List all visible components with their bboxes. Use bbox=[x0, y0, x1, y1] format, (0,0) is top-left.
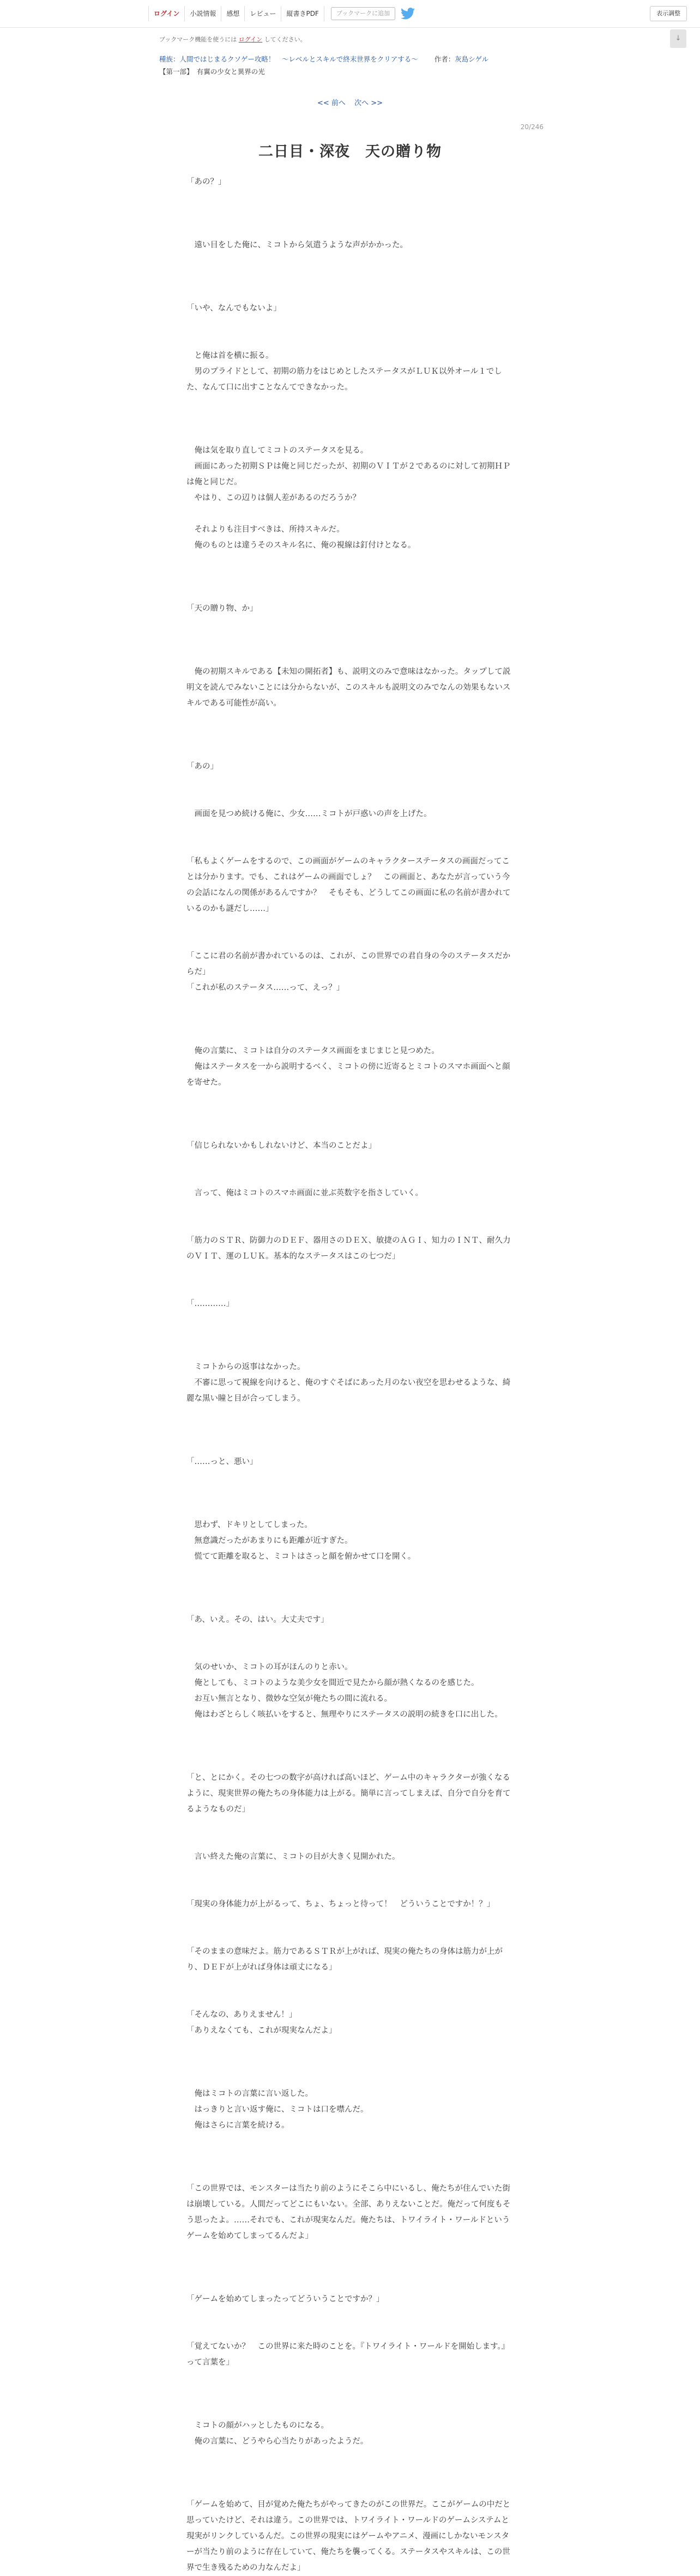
episode-pager bbox=[0, 97, 700, 107]
novel-paragraph bbox=[186, 1628, 514, 1644]
novel-paragraph bbox=[186, 1107, 514, 1122]
novel-paragraph bbox=[186, 996, 514, 1012]
novel-paragraph: 気のせいか、ミコトの耳がほんのりと赤い。 bbox=[186, 1663, 353, 1672]
novel-paragraph bbox=[186, 727, 514, 743]
novel-paragraph bbox=[186, 1865, 514, 1881]
bookmark-login-note bbox=[159, 35, 306, 44]
novel-paragraph: 「ありえなくても、これが現実なんだよ」 bbox=[186, 2026, 337, 2035]
novel-paragraph: やはり、この辺りは個人差があるのだろうか？ bbox=[186, 494, 360, 502]
novel-paragraph bbox=[186, 332, 514, 348]
novel-paragraph bbox=[186, 1154, 514, 1170]
novel-paragraph bbox=[186, 2244, 514, 2260]
novel-paragraph bbox=[186, 1912, 514, 1928]
author-label: 作者： bbox=[434, 55, 455, 63]
novel-paragraph: 「天の贈り物、か」 bbox=[186, 604, 258, 613]
novel-paragraph bbox=[186, 1280, 514, 1296]
novel-paragraph bbox=[186, 1881, 514, 1897]
novel-paragraph: 「現実の身体能力が上がるって、ちょ、ちょっと待って！ どういうことですか！？」 bbox=[186, 1900, 495, 1909]
novel-paragraph bbox=[186, 2055, 514, 2070]
novel-paragraph bbox=[186, 253, 514, 269]
novel-paragraph bbox=[186, 1991, 514, 2007]
novel-paragraph: 俺はさらに言葉を続ける。 bbox=[186, 2121, 289, 2130]
novel-paragraph: 無意識だったがあまりにも距離が近すぎた。 bbox=[186, 1536, 353, 1545]
login-link[interactable]: ログイン bbox=[148, 6, 184, 21]
novel-paragraph bbox=[186, 2386, 514, 2402]
novel-paragraph bbox=[186, 1502, 514, 1517]
novel-paragraph: 「ゲームを始めてしまったってどういうことですか？」 bbox=[186, 2295, 384, 2304]
novel-paragraph bbox=[186, 838, 514, 854]
novel-paragraph bbox=[186, 2371, 514, 2386]
novel-paragraph: 慌てて距離を取ると、ミコトはさっと顔を俯かせて口を開く。 bbox=[186, 1552, 416, 1561]
novel-paragraph bbox=[186, 269, 514, 285]
novel-paragraph bbox=[186, 222, 514, 238]
novel-paragraph bbox=[186, 633, 514, 648]
novel-paragraph bbox=[186, 1170, 514, 1186]
novel-paragraph: 「……っと、悪い」 bbox=[186, 1457, 258, 1466]
novel-paragraph bbox=[186, 2402, 514, 2418]
novel-paragraph bbox=[186, 585, 514, 601]
main-nav bbox=[148, 6, 415, 21]
novel-paragraph bbox=[186, 1312, 514, 1328]
novel-body bbox=[186, 174, 514, 2576]
novel-paragraph bbox=[186, 2260, 514, 2276]
impressions-link[interactable]: 感想 bbox=[221, 6, 244, 21]
novel-paragraph: 遠い目をした俺に、ミコトから気遣うような声がかかった。 bbox=[186, 241, 408, 250]
novel-paragraph: 「あの？」 bbox=[186, 178, 226, 186]
review-link[interactable]: レビュー bbox=[244, 6, 281, 21]
novel-paragraph bbox=[186, 427, 514, 443]
novel-paragraph: 「あの」 bbox=[186, 762, 218, 771]
author-link[interactable]: 灰島シゲル bbox=[455, 55, 489, 63]
novel-paragraph bbox=[186, 190, 514, 206]
novel-paragraph: 俺はわざとらしく咳払いをすると、無理やりにステータスの説明の続きを口に出した。 bbox=[186, 1710, 503, 1719]
novel-paragraph: 「と、とにかく。その七つの数字が高ければ高いほど、ゲーム中のキャラクターが強くなるように、現実世界の俺たちの身体能力は上がる。簡単に言ってしまえば、自分で自分を育てるようなものだ」 bbox=[186, 1773, 511, 1814]
novel-paragraph: 言い終えた俺の言葉に、ミコトの目が大きく見開かれた。 bbox=[186, 1852, 400, 1861]
novel-paragraph: 「そのままの意味だよ。筋力であるＳＴＲが上がれば、現実の俺たちの身体は筋力が上がり、ＤＥＦが上がれば身体は頑丈になる」 bbox=[186, 1947, 503, 1972]
novel-paragraph: 「覚えてないか？ この世界に来た時のことを。『トワイライト・ワールドを開始します。』って言葉を」 bbox=[186, 2342, 510, 2367]
novel-paragraph: 俺のものとは違うそのスキル名に、俺の視線は釘付けとなる。 bbox=[186, 541, 416, 550]
novel-paragraph bbox=[186, 1328, 514, 1344]
novel-paragraph bbox=[186, 2323, 514, 2339]
novel-paragraph bbox=[186, 1723, 514, 1739]
series-title-link[interactable]: 種族：人間ではじまるクソゲー攻略！ 〜レベルとスキルで終末世界をクリアする〜 bbox=[159, 55, 418, 63]
novel-paragraph bbox=[186, 1344, 514, 1359]
novel-paragraph bbox=[186, 617, 514, 633]
novel-paragraph bbox=[186, 396, 514, 411]
novel-paragraph bbox=[186, 743, 514, 759]
novel-paragraph bbox=[186, 1581, 514, 1596]
novel-paragraph bbox=[186, 554, 514, 569]
scroll-down-button[interactable]: ↓ bbox=[670, 29, 686, 48]
novel-paragraph: 不審に思って視線を向けると、俺のすぐそばにあった月のない夜空を思わせるような、綺麗な黒い瞳と目が合ってしまう。 bbox=[186, 1378, 511, 1403]
novel-paragraph bbox=[186, 1265, 514, 1280]
episode-title: 二日目・深夜 天の贈り物 bbox=[258, 143, 442, 160]
novel-paragraph bbox=[186, 506, 514, 522]
novel-paragraph bbox=[186, 917, 514, 933]
episode-number: 20/246 bbox=[520, 123, 544, 131]
novel-paragraph bbox=[186, 1976, 514, 1991]
novel-paragraph: それよりも注目すべきは、所持スキルだ。 bbox=[186, 525, 345, 534]
novel-paragraph: 「私もよくゲームをするので、この画面がゲームのキャラクターステータスの画面だってことは分かります。でも、これはゲームの画面でしょ？ この画面と、あなたが言っていう今の会話になんの関係があるんですか？ そもそも、どうしてこの画面に私の名前が書かれているのかも謎だし……」 bbox=[186, 857, 511, 913]
novel-paragraph bbox=[186, 317, 514, 332]
novel-paragraph bbox=[186, 1012, 514, 1028]
novel-info-link[interactable]: 小説情報 bbox=[184, 6, 221, 21]
novel-paragraph: 男のプライドとして、初期の筋力をはじめとしたステータスがＬＵＫ以外オール１でした、なんて口に出すことなんてできなかった。 bbox=[186, 367, 502, 392]
novel-paragraph: 「これが私のステータス……って、えっ？」 bbox=[186, 983, 345, 992]
novel-paragraph: 「この世界では、モンスターは当たり前のようにそこら中にいるし、俺たちが住んでいた街は崩壊している。人間だってどこにもいない。全部、ありえないことだ。俺だって何度もそう思ったよ。……それでも、これが現実なんだ。俺たちは、トワイライト・ワールドというゲームを始めてしまってるんだよ」 bbox=[186, 2184, 511, 2240]
novel-paragraph bbox=[186, 2149, 514, 2165]
novel-paragraph bbox=[186, 2070, 514, 2086]
bookmark-note-login-link[interactable]: ログイン bbox=[238, 36, 263, 43]
novel-paragraph: 俺はステータスを一から説明するべく、ミコトの傍に近寄るとミコトのスマホ画面へと顔を寄せた。 bbox=[186, 1062, 510, 1087]
novel-paragraph bbox=[186, 775, 514, 791]
novel-paragraph bbox=[186, 1596, 514, 1612]
chapter-title: 【第一部】 有翼の少女と異界の光 bbox=[159, 68, 265, 76]
novel-paragraph bbox=[186, 712, 514, 727]
novel-paragraph: と俺は首を横に振る。 bbox=[186, 351, 274, 360]
bookmark-note-prefix: ブックマーク機能を使うには bbox=[159, 36, 237, 43]
novel-paragraph bbox=[186, 822, 514, 838]
novel-paragraph: 俺の言葉に、ミコトは自分のステータス画面をまじまじと見つめた。 bbox=[186, 1047, 439, 1055]
novel-paragraph: 俺はミコトの言葉に言い返した。 bbox=[186, 2089, 313, 2098]
novel-paragraph bbox=[186, 1122, 514, 1138]
novel-paragraph bbox=[186, 648, 514, 664]
novel-paragraph: ミコトからの返事はなかった。 bbox=[186, 1363, 305, 1371]
novel-paragraph bbox=[186, 1407, 514, 1423]
novel-paragraph bbox=[186, 2165, 514, 2181]
bookmark-note-suffix: してください。 bbox=[264, 36, 306, 43]
novel-paragraph: 俺の初期スキルである【未知の開拓者】も、説明文のみで意味はなかった。タップして説明文を読んでみないことには分からないが、このスキルも説明文のみでなんの効果もないスキルである可能性が高い。 bbox=[186, 667, 511, 708]
novel-paragraph bbox=[186, 1928, 514, 1944]
novel-paragraph bbox=[186, 411, 514, 427]
novel-paragraph: 俺は気を取り直してミコトのステータスを見る。 bbox=[186, 446, 369, 455]
novel-paragraph bbox=[186, 1217, 514, 1233]
twitter-bird-icon[interactable] bbox=[401, 8, 415, 20]
novel-paragraph bbox=[186, 1644, 514, 1660]
novel-paragraph bbox=[186, 2134, 514, 2149]
novel-paragraph: 「ゲームを始めて、目が覚めた俺たちがやってきたのがこの世界だ。ここがゲームの中だと思っていたけど、それは違う。この世界では、トワイライト・ワールドのゲームシステムと現実がリンクしているんだ。この世界の現実にはゲームやアニメ、漫画にしかないモンスターが当たり前のように存在していて、俺たちを襲ってくる。ステータスやスキルは、この世界で生き残るための力なんだよ」 bbox=[186, 2500, 511, 2572]
novel-paragraph bbox=[186, 285, 514, 301]
top-navigation-bar bbox=[0, 0, 700, 28]
novel-paragraph: 画面を見つめ続ける俺に、少女……ミコトが戸惑いの声を上げた。 bbox=[186, 810, 432, 818]
novel-paragraph bbox=[186, 1818, 514, 1833]
novel-paragraph bbox=[186, 1091, 514, 1107]
novel-paragraph: 「…………」 bbox=[186, 1299, 234, 1308]
novel-paragraph bbox=[186, 2465, 514, 2481]
novel-paragraph bbox=[186, 2481, 514, 2497]
novel-paragraph bbox=[186, 2039, 514, 2055]
add-bookmark-button[interactable]: ブックマークに追加 bbox=[331, 7, 395, 20]
novel-paragraph: ミコトの顔がハッとしたものになる。 bbox=[186, 2421, 329, 2430]
novel-paragraph bbox=[186, 206, 514, 222]
next-episode-link[interactable]: 次へ >> bbox=[354, 99, 383, 107]
vertical-pdf-link[interactable]: 縦書きPDF bbox=[281, 6, 324, 21]
novel-paragraph: 俺の言葉に、どうやら心当たりがあったようだ。 bbox=[186, 2437, 369, 2446]
novel-paragraph bbox=[186, 2307, 514, 2323]
novel-paragraph bbox=[186, 2276, 514, 2292]
novel-paragraph bbox=[186, 1565, 514, 1581]
display-settings-button[interactable]: 表示調整 bbox=[650, 6, 687, 21]
novel-paragraph: 「そんなの、ありえません！」 bbox=[186, 2010, 297, 2019]
novel-paragraph bbox=[186, 791, 514, 806]
novel-paragraph: 「あ、いえ。その、はい。大丈夫です」 bbox=[186, 1615, 329, 1624]
novel-paragraph bbox=[186, 1754, 514, 1770]
novel-paragraph bbox=[186, 569, 514, 585]
novel-paragraph: お互い無言となり、微妙な空気が俺たちの間に流れる。 bbox=[186, 1694, 392, 1703]
novel-paragraph bbox=[186, 1423, 514, 1438]
novel-paragraph: 言って、俺はミコトのスマホ画面に並ぶ英数字を指さしていく。 bbox=[186, 1189, 424, 1198]
novel-paragraph bbox=[186, 1201, 514, 1217]
novel-paragraph: はっきりと言い返す俺に、ミコトは口を噤んだ。 bbox=[186, 2105, 369, 2114]
novel-paragraph bbox=[186, 1470, 514, 1486]
novel-paragraph: 「信じられないかもしれないけど、本当のことだよ」 bbox=[186, 1141, 376, 1150]
novel-paragraph: 画面にあった初期ＳＰは俺と同じだったが、初期のＶＩＴが２であるのに対して初期ＨＰは俺と同じだ。 bbox=[186, 462, 511, 487]
novel-paragraph: 「いや、なんでもないよ」 bbox=[186, 304, 281, 313]
novel-paragraph bbox=[186, 1739, 514, 1754]
prev-episode-link[interactable]: << 前へ bbox=[317, 99, 346, 107]
novel-paragraph bbox=[186, 1486, 514, 1502]
novel-paragraph: 「筋力のＳＴＲ、防御力のＤＥＦ、器用さのＤＥＸ、敏捷のＡＧＩ、知力のＩＮＴ、耐久力のＶＩＴ、運のＬＵＫ。基本的なステータスはこの七つだ」 bbox=[186, 1236, 511, 1261]
novel-paragraph: 「ここに君の名前が書かれているのは、これが、この世界での君自身の今のステータスだからだ」 bbox=[186, 952, 511, 976]
novel-paragraph: 思わず、ドキリとしてしまった。 bbox=[186, 1521, 312, 1529]
series-info bbox=[159, 54, 488, 64]
novel-paragraph bbox=[186, 1438, 514, 1454]
novel-paragraph bbox=[186, 933, 514, 949]
novel-paragraph bbox=[186, 1028, 514, 1043]
novel-paragraph: 俺としても、ミコトのような美少女を間近で見たから顔が熱くなるのを感じた。 bbox=[186, 1679, 479, 1687]
novel-paragraph bbox=[186, 1833, 514, 1849]
novel-paragraph bbox=[186, 2450, 514, 2465]
